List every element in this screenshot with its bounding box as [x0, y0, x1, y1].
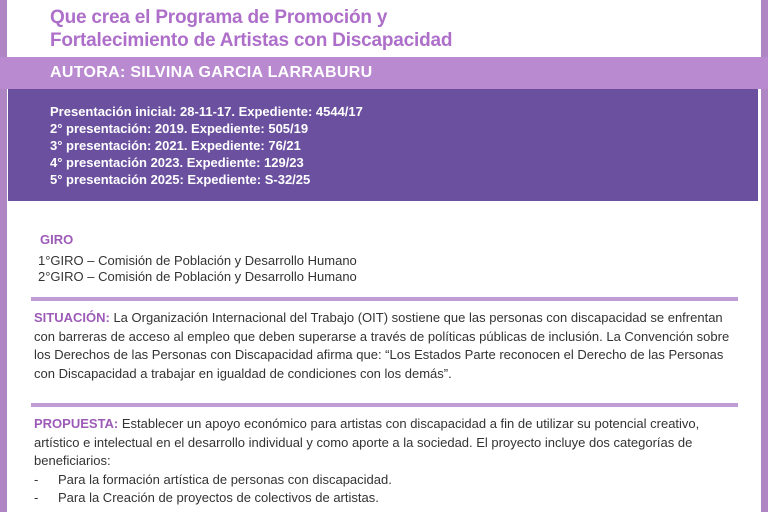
list-item: - Para la formación artística de personas con discapacidad. — [34, 471, 734, 490]
presentation-item: 5° presentación 2025: Expediente: S-32/25 — [50, 172, 311, 187]
section-divider — [31, 403, 738, 407]
propuesta-bullets — [34, 471, 734, 508]
giro-item: 1°GIRO – Comisión de Población y Desarrollo Humano — [38, 253, 357, 268]
author-name: AUTORA: SILVINA GARCIA LARRABURU — [50, 64, 373, 81]
giro-item: 2°GIRO – Comisión de Población y Desarrollo Humano — [38, 269, 357, 284]
situacion-label: SITUACIÓN: — [34, 310, 110, 325]
author-banner — [0, 57, 768, 89]
propuesta-label: PROPUESTA: — [34, 416, 119, 431]
situacion-section — [34, 309, 734, 383]
giro-heading: GIRO — [40, 232, 74, 247]
presentation-item: 3° presentación: 2021. Expediente: 76/21 — [50, 138, 301, 153]
presentation-item: 2° presentación: 2019. Expediente: 505/19 — [50, 121, 309, 136]
propuesta-text: Establecer un apoyo económico para artistas con discapacidad a fin de utilizar su potencial creativo, artístico e intelectual en el desarrollo individual y como aporte a la sociedad. El proyecto incluye dos categorías de beneficiarios: — [34, 416, 700, 468]
propuesta-section — [34, 415, 734, 508]
list-item: - Para la Creación de proyectos de colectivos de artistas. — [34, 489, 734, 508]
presentation-list — [50, 103, 363, 188]
title-line-2: Fortalecimiento de Artistas con Discapacidad — [50, 30, 453, 51]
giro-section — [40, 232, 357, 285]
document-title — [50, 6, 730, 52]
situacion-text: La Organización Internacional del Trabajo (OIT) sostiene que las personas con discapacidad se enfrentan con barreras de acceso al empleo que deben superarse a través de políticas públicas de inclusión. La Convención sobre los Derechos de las Personas con Discapacidad afirma que: “Los Estados Parte reconocen el Derecho de las Personas con Discapacidad a trabajar en igualdad de condiciones con los demás”. — [34, 310, 730, 381]
presentation-item: Presentación inicial: 28-11-17. Expediente: 4544/17 — [50, 104, 363, 119]
title-line-1: Que crea el Programa de Promoción y — [50, 7, 388, 28]
section-divider — [31, 297, 738, 301]
presentation-item: 4° presentación 2023. Expediente: 129/23 — [50, 155, 304, 170]
presentation-history — [8, 89, 758, 201]
